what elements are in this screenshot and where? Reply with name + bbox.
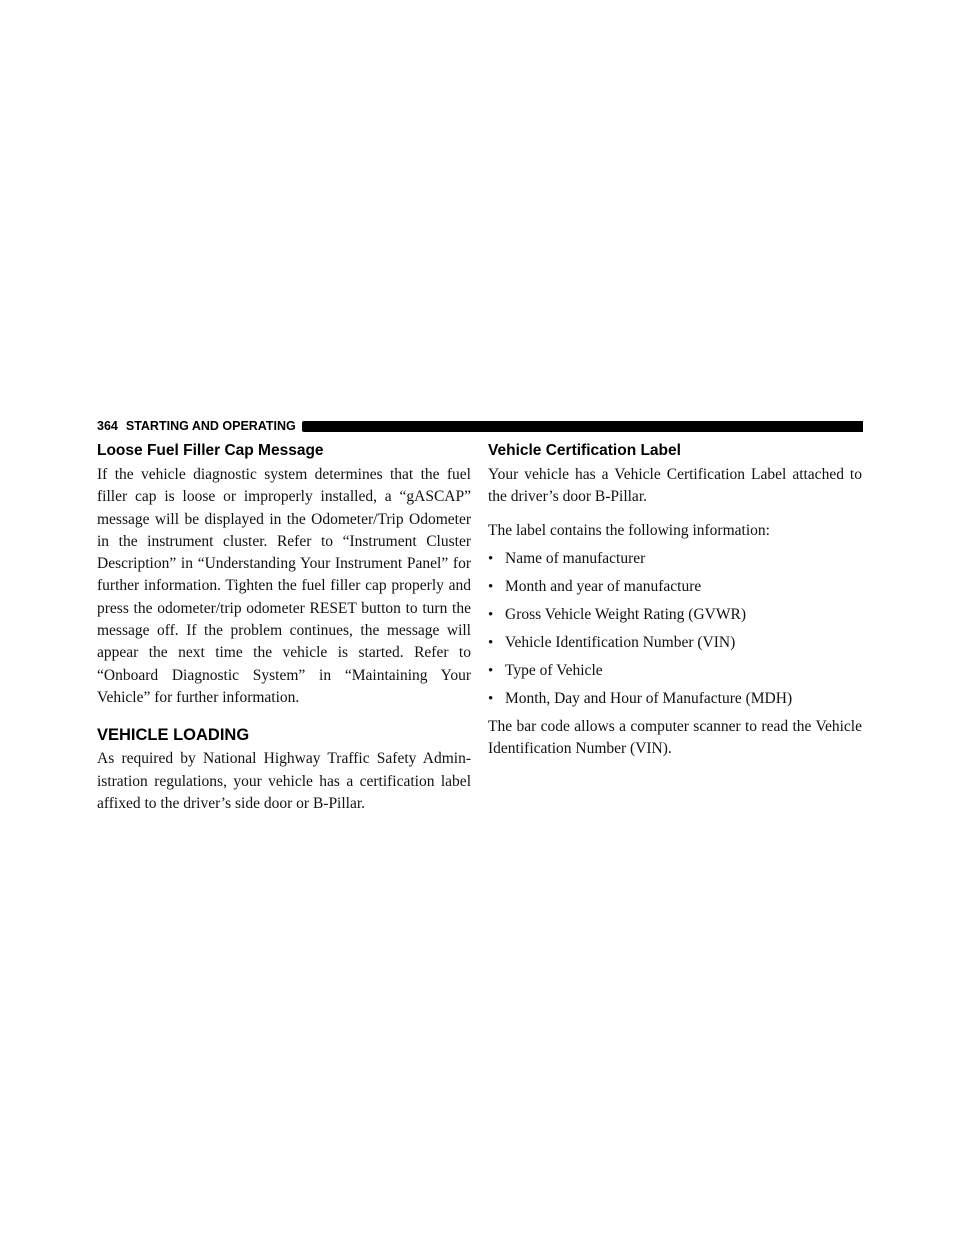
vehicle-loading-heading: VEHICLE LOADING (97, 726, 250, 745)
left-column (97, 441, 471, 815)
bullet-icon: • (488, 550, 494, 567)
fuel-cap-paragraph: If the vehicle diagnostic system determines that the fuel filler cap is loose or improperly installed, a “gASCAP” message will be displayed in the Odometer/Trip Odometer in the instrument cluster. Refer to “Instrument Cluster Description” in “Understanding Your Instrument Panel” for further information. Tighten the fuel filler cap properly and press the odometer/trip odometer RESET button to turn the message off. If the problem continues, the message will appear the next time the vehicle is started. Refer to “Onboard Diagnostic System” in “Maintaining Your Vehicle” for further information. (97, 466, 471, 706)
list-item (488, 660, 862, 682)
list-item (488, 576, 862, 598)
bullet-icon: • (488, 690, 494, 707)
fuel-cap-heading: Loose Fuel Filler Cap Message (97, 442, 324, 459)
list-item (488, 604, 862, 626)
list-item-text: Type of Vehicle (505, 661, 603, 679)
bullet-icon: • (488, 662, 494, 679)
list-item (488, 548, 862, 570)
bullet-icon: • (488, 606, 494, 623)
page-number: 364 (97, 419, 118, 433)
list-item-text: Vehicle Identification Number (VIN) (505, 633, 736, 651)
bullet-icon: • (488, 578, 494, 595)
header-rule (302, 421, 863, 432)
certification-closing: The bar code allows a computer scanner to read the Vehicle Identification Number (VIN). (488, 717, 862, 758)
right-column (488, 441, 862, 760)
certification-list-intro: The label contains the following information: (488, 521, 770, 539)
list-item-text: Month, Day and Hour of Manufacture (MDH) (505, 689, 793, 707)
list-item-text: Name of manufacturer (505, 549, 646, 567)
page-header (97, 419, 863, 433)
bullet-icon: • (488, 634, 494, 651)
section-title: STARTING AND OPERATING (125, 419, 296, 433)
certification-info-list (488, 548, 862, 710)
vehicle-loading-paragraph: As required by National Highway Traffic Safety Administration regulations, your vehicle has a certification label affixed to the driver’s side door or B-Pillar. (97, 750, 471, 812)
list-item-text: Month and year of manufacture (505, 577, 702, 595)
list-item (488, 632, 862, 654)
list-item-text: Gross Vehicle Weight Rating (GVWR) (505, 605, 746, 623)
list-item (488, 688, 862, 710)
certification-intro: Your vehicle has a Vehicle Certification Label attached to the driver’s door B-Pillar. (488, 466, 862, 506)
certification-heading: Vehicle Certification Label (488, 442, 681, 459)
